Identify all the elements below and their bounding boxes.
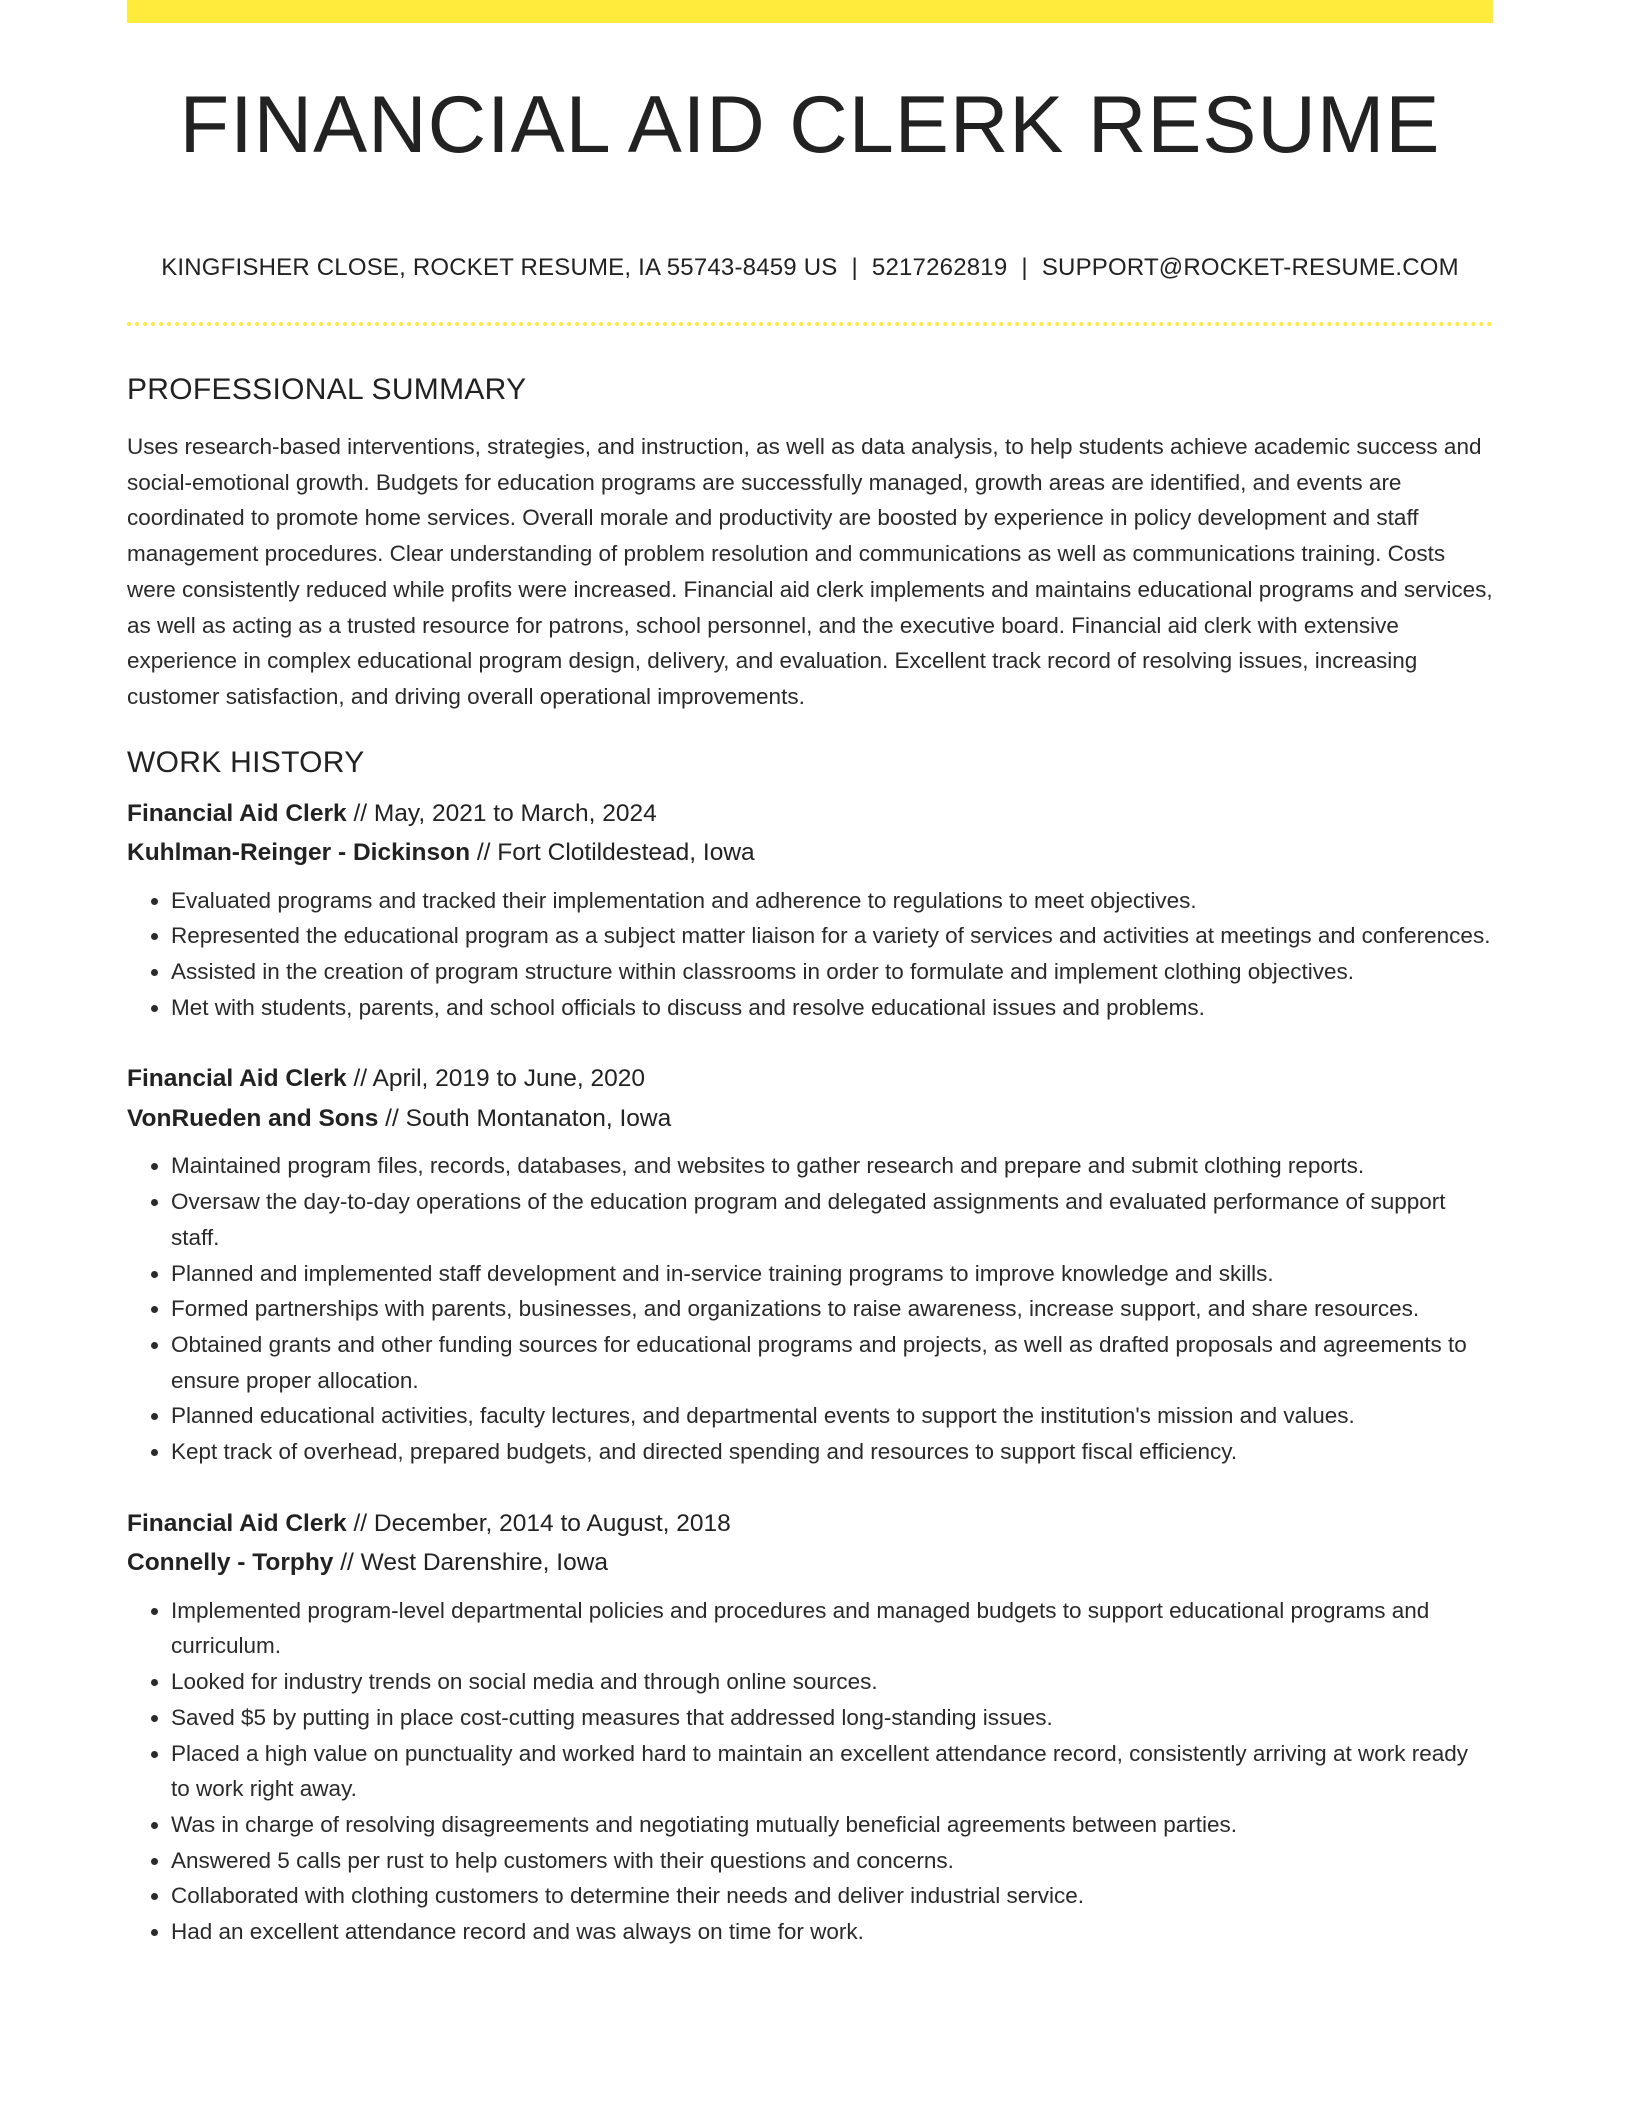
list-item: • Planned educational activities, faculty lectures, and departmental events to support the institution's mission and values. [171,1398,1493,1434]
resume-page [127,0,1493,1950]
job-title-line [127,1059,1493,1099]
list-item: • Assisted in the creation of program structure within classrooms in order to formulate and implement clothing objectives. [171,954,1493,990]
contact-separator: | [1021,254,1028,281]
job-separator: // [346,799,374,827]
job-separator: // [346,1509,374,1537]
contact-phone: 5217262819 [871,254,1008,281]
job-dates: May, 2021 to March, 2024 [373,799,657,827]
job-bullets [127,1148,1493,1469]
work-history-heading: WORK HISTORY [127,745,365,779]
list-item: • Answered 5 calls per rust to help customers with their questions and concerns. [171,1843,1493,1879]
list-item: • Was in charge of resolving disagreements and negotiating mutually beneficial agreements between parties. [171,1807,1493,1843]
job-separator: // [378,1104,406,1132]
job-company-line [127,1543,1493,1583]
summary-text: Uses research-based interventions, strategies, and instruction, as well as data analysis, to help students achieve academic success and social-emotional growth. Budgets for education programs are successfully managed, growth areas are identified, and events are coordinated to promote home services. Overall morale and productivity are boosted by experience in policy development and staff management procedures. Clear understanding of problem resolution and communications as well as communications training. Costs were consistently reduced while profits were increased. Financial aid clerk implements and maintains educational programs and services, as well as acting as a trusted resource for patrons, school personnel, and the executive board. Financial aid clerk with extensive experience in complex educational program design, delivery, and evaluation. Excellent track record of resolving issues, increasing customer satisfaction, and driving overall operational improvements. [127,434,1493,709]
list-item: • Collaborated with clothing customers to determine their needs and deliver industrial service. [171,1878,1493,1914]
job-dates: December, 2014 to August, 2018 [373,1509,731,1537]
list-item: • Maintained program files, records, databases, and websites to gather research and prepare and submit clothing reports. [171,1148,1493,1184]
job-company-line [127,833,1493,873]
job-separator: // [333,1549,361,1577]
resume-title: FINANCIAL AID CLERK RESUME [179,80,1441,170]
summary-heading: PROFESSIONAL SUMMARY [127,373,527,406]
job-company: Connelly - Torphy [127,1549,334,1577]
job-location: South Montanaton, Iowa [405,1104,672,1132]
job-location: West Darenshire, Iowa [360,1549,609,1577]
dotted-divider [127,322,1493,326]
contact-address: KINGFISHER CLOSE, ROCKET RESUME, IA 55743-8459 US [161,254,838,281]
list-item: • Met with students, parents, and school officials to discuss and resolve educational issues and problems. [171,990,1493,1026]
job-separator: // [346,1065,373,1093]
job-title: Financial Aid Clerk [127,799,347,827]
list-item: • Obtained grants and other funding sources for educational programs and projects, as well as drafted proposals and agreements to ensure proper allocation. [171,1327,1493,1398]
list-item: • Placed a high value on punctuality and worked hard to maintain an excellent attendance record, consistently arriving at work ready to work right away. [171,1736,1493,1807]
job-entry [127,1504,1493,1950]
list-item: • Saved $5 by putting in place cost-cutting measures that addressed long-standing issues. [171,1700,1493,1736]
job-company-line [127,1099,1493,1139]
job-dates: April, 2019 to June, 2020 [372,1065,645,1093]
job-separator: // [470,839,498,867]
list-item: • Evaluated programs and tracked their implementation and adherence to regulations to meet objectives. [171,883,1493,919]
job-location: Fort Clotildestead, Iowa [497,839,755,867]
list-item: • Planned and implemented staff development and in-service training programs to improve knowledge and skills. [171,1256,1493,1292]
list-item: • Formed partnerships with parents, businesses, and organizations to raise awareness, increase support, and share resources. [171,1291,1493,1327]
list-item: • Implemented program-level departmental policies and procedures and managed budgets to support educational programs and curriculum. [171,1593,1493,1664]
contact-email: SUPPORT@ROCKET-RESUME.COM [1041,254,1459,281]
job-bullets [127,883,1493,1026]
job-title-line [127,1504,1493,1544]
job-bullets [127,1593,1493,1950]
job-company: Kuhlman-Reinger - Dickinson [127,839,471,867]
list-item: • Oversaw the day-to-day operations of the education program and delegated assignments and evaluated performance of support staff. [171,1184,1493,1255]
job-company: VonRueden and Sons [127,1104,379,1132]
contact-line [127,253,1493,283]
job-entry [127,1059,1493,1469]
accent-top-bar [127,0,1493,23]
list-item: • Kept track of overhead, prepared budgets, and directed spending and resources to support fiscal efficiency. [171,1434,1493,1470]
list-item: • Had an excellent attendance record and was always on time for work. [171,1914,1493,1950]
list-item: • Looked for industry trends on social media and through online sources. [171,1664,1493,1700]
job-title: Financial Aid Clerk [127,1509,347,1537]
job-entry [127,794,1493,1026]
job-title-line [127,794,1493,834]
contact-separator: | [851,254,858,281]
job-title: Financial Aid Clerk [127,1065,347,1093]
list-item: • Represented the educational program as a subject matter liaison for a variety of services and activities at meetings and conferences. [171,918,1493,954]
